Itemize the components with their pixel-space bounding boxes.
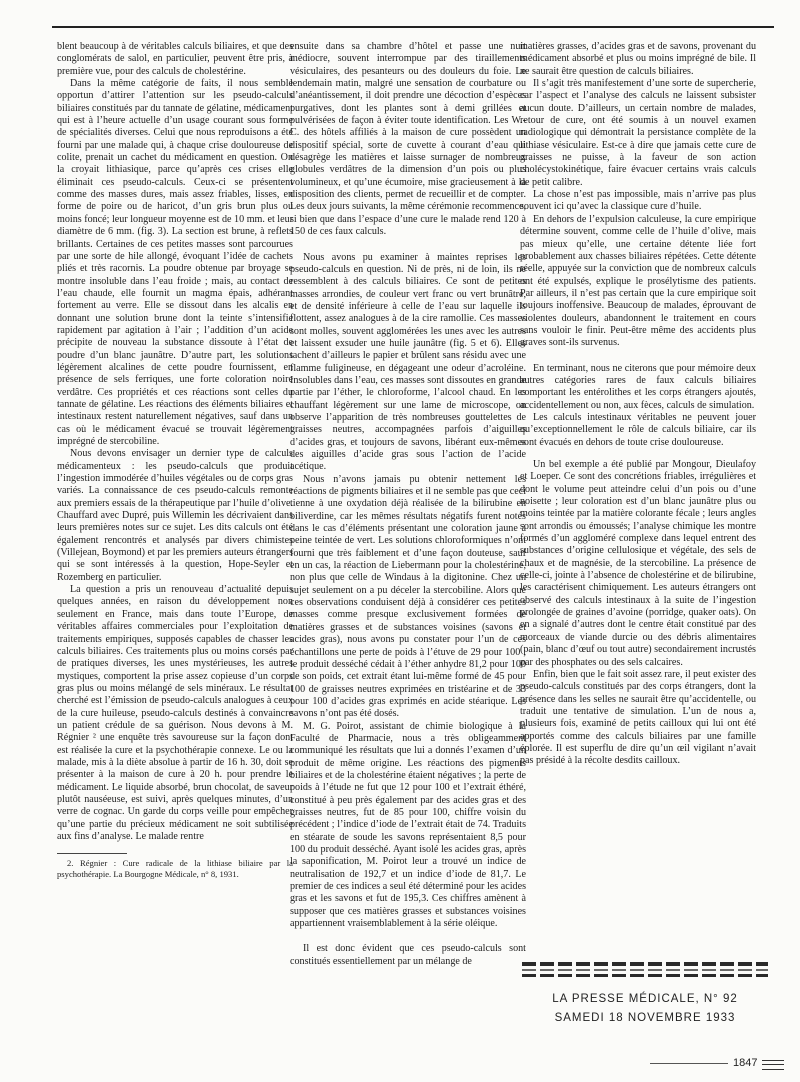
paragraph: Nous avons pu examiner à maintes reprises les pseudo-calculs en question. Ni de près, ni de loin, ils ne ressemblent à des calculs biliaires. Ce sont de petites masses arrondies, de couleur vert franc ou vert brunâtre, et de densité inférieure à celle de l’eau sur laquelle ils flottent, assez analogues à de la cire ramollie. Ces masses sont molles, souvent agglomérées les unes avec les autres et laissent exsuder une huile jaunâtre (fig. 5 et 6). Elles tachent d’ailleurs le papier et brûlent sans résidu avec une flamme fuligineuse, en dégageant une odeur d’acroléine. Insolubles dans l’eau, ces masses sont dissoutes en grande partie par l’éther, le chloroforme, l’alcool chaud. En les chauffant légèrement sur une lame de microscope, on observe l’apparition de très nombreuses gouttelettes de graisses neutres, accompagnées parfois d’aiguilles d’acides gras, et toujours de savons, libérant eux-mêmes des aiguilles d’acide gras sous l’action de l’acide acétique.: [290, 251, 526, 473]
ornamental-rule: [522, 962, 768, 966]
issue-date: SAMEDI 18 NOVEMBRE 1933: [554, 1012, 736, 1024]
page-number: 1847: [733, 1057, 758, 1069]
paragraph: Enfin, bien que le fait soit assez rare, il peut exister des pseudo-calculs constitués par des corps étrangers, dont la présence dans les selles ne saurait être qu’accidentelle, ou traduit une tentative de simulation. L’un de nous a, plusieurs fois, examiné de petits cailloux qui lui ont été apportés comme des calculs biliaires par une famille éplorée. Il est superflu de dire qu’un œil vigilant n’avait pas présidé à la récolte desdits cailloux.: [520, 668, 756, 767]
paragraph: En dehors de l’expulsion calculeuse, la cure empirique détermine souvent, comme celle de l’huile d’olive, mais pas mieux qu’elle, une certaine détente liée fort probablement aux chasses biliaires répétées. Cette détente réelle, appuyée sur la conviction que de nombreux calculs ont été expulsés, explique le prosélytisme des patients. Par ailleurs, il n’est pas certain que la cure empirique soit toujours inoffensive. Beaucoup de malades, éprouvant de violentes douleurs, abandonnent le traitement en cours sans vouloir le finir. Peut-être même des accidents plus graves sont-ils survenus.: [520, 213, 756, 349]
ornamental-rule: [522, 974, 768, 977]
journal-imprint: LA PRESSE MÉDICALE, N° 92: [552, 993, 738, 1005]
paragraph: La question a pris un renouveau d’actualité depuis quelques années, en raison du développement non seulement en France, mais dans toute l’Europe, de véritables affaires commerciales pour l’exploitation de traitements empiriques, supposés capables de chasser les calculs biliaires. Ces traitements plus ou moins corsés par de pratiques diverses, les unes mystérieuses, les autres mystiques, comportent la prise assez copieuse d’un corps gras plus ou moins mélangé de sels minéraux. Le résultat cherché est l’émission de pseudo-calculs analogues à ceux de la cure huileuse, pseudo-calculs destinés à convaincre un patient crédule de sa guérison. Nous devons à M. Régnier ² une enquête très savoureuse sur la façon dont est réalisée la cure et la psychothérapie connexe. Le ou la malade, mis à la diète absolue à partir de 16 h. 30, doit se présenter à la maison de cure à 20 h. pour prendre le médicament. Le liquide absorbé, brun chocolat, de saveur plutôt nauséeuse, est suivi, après quelques minutes, d’un verre de cognac. Un garde du corps veille pour empêcher qu’une partie du précieux médicament ne soit subtilisée aux fins d’analyse. Le malade rentre: [57, 584, 293, 842]
column-3: [520, 41, 756, 768]
paragraph: Il s’agit très manifestement d’une sorte de supercherie, car l’aspect et l’analyse des calculs ne laissent subsister aucun doute. D’ailleurs, un certain nombre de malades, retour de cure, ont été soumis à un nouvel examen radiologique qui démontrait la persistance complète de la lithiase vésiculaire. Est-ce à dire que jamais cette cure de graisses ne puisse, à la faveur de son action cholécystokinétique, faire évacuer certains vrais calculs de petit calibre.: [520, 78, 756, 188]
paragraph: La chose n’est pas impossible, mais n’arrive pas plus souvent ici qu’avec la classique cure d’huile.: [520, 189, 756, 213]
paragraph: ensuite dans sa chambre d’hôtel et passe une nuit médiocre, souvent interrompue par des tiraillements vésiculaires, des pesanteurs ou des douleurs du foie. Le lendemain matin, malgré une sensation de courbature ou d’anéantissement, il doit prendre une décoction d’espèces purgatives, dont les plantes sont à demi grillées et pulvérisées de façon à éviter toute identification. Les W.-C. des hôtels affiliés à la maison de cure possèdent un dispositif spécial, sorte de cuvette à courant d’eau qui désagrège les matières et laisse surnager de nombreux globules verdâtres de la dimension d’un pois ou plus volumineux, et qu’une écumoire, mise gracieusement à la disposition des clients, permet de recueillir et de compter. Les deux jours suivants, la même cérémonie recommence, si bien que dans l’espace d’une cure le malade rend 120 à 150 de ces faux calculs.: [290, 41, 526, 238]
paragraph: En terminant, nous ne citerons que pour mémoire deux autres catégories rares de faux calculs biliaires comportant les entérolithes et les corps étrangers ajoutés, accidentellement ou non, aux fèces, calculs de simulation.: [520, 362, 756, 411]
paragraph: Nous devons envisager un dernier type de calculs médicamenteux : les pseudo-calculs que produit l’ingestion immodérée d’huiles végétales ou de corps gras variés. La connaissance de ces pseudo-calculs remonte aux premiers essais de la thérapeutique par l’huile d’olive. Chauffard avec Dupré, puis Willemin les décrivaient dans leurs premières notes sur ce sujet. Les dits calculs ont été également rencontrés et analysés par divers chimistes (Villejean, Boymond) et par les premiers auteurs étrangers qui se sont intéressés à la question, Hope-Seyler et Rozemberg en particulier.: [57, 448, 293, 583]
header-rule: [52, 26, 774, 28]
ornamental-rule: [522, 969, 768, 971]
paragraph: matières grasses, d’acides gras et de savons, provenant du médicament absorbé et plus ou moins imprégné de bile. Il ne saurait être question de calculs biliaires.: [520, 41, 756, 77]
footnote-rule: [57, 853, 127, 854]
paragraph: Les calculs intestinaux véritables ne peuvent jouer qu’exceptionnellement le rôle de calculs biliaire, car ils sont évacués en dehors de toute crise douloureuse.: [520, 411, 756, 448]
paragraph: Nous n’avons jamais pu obtenir nettement les réactions de pigments biliaires et il ne semble pas que ceci tienne à une oxydation déjà réalisée de la bilirubine en biliverdine, car les mêmes résultats négatifs furent notés dans le cas d’éléments présentant une coloration jaune à peine teintée de vert. Les solutions chloroformiques n’ont fourni que très faiblement et d’une façon douteuse, sauf en un cas, la réaction de Liebermann pour la cholestérine, non plus que celle de Windaus à la digitonine. Chez un sujet seulement on a pu déceler la stercobiline. Alors que ces observations conduisent déjà à considérer ces petites masses comme presque exclusivement formées de matières grasses et de substances voisines (savons et acides gras), nous avons pu constater pour l’un de ces échantillons une perte de poids à l’étuve de 29 pour 100 ; le produit desséché cédait à l’éther anhydre 81,2 pour 100 de son poids, cet extrait étant lui-même formé de 45 pour 100 de graisses neutres exprimées en tristéarine et de 33 pour 100 d’acides gras exprimés en acide stéarique. Les savons n’ont pas été dosés.: [290, 473, 527, 720]
paragraph: Un bel exemple a été publié par Mongour, Dieulafoy et Loeper. Ce sont des concrétions friables, irrégulières et dont le volume peut atteindre celui d’un pois ou d’une noisette ; leur coloration est d’un blanc jaunâtre plus ou moins teintée par la matière colorante fécale ; leurs angles sont arrondis ou émoussés; l’analyse chimique les montre formés d’un aggloméré complexe dans lequel entrent des substances d’origine cellulosique et végétale, des sels de chaux et de magnésie, de la stercobiline. La présence de celle-ci, jointe à l’absence de cholestérine et de bilirubine, les caractérisent chimiquement. Les auteurs étrangers ont observé des calculs intestinaux à la suite de l’ingestion prolongée de graines d’avoine (porridge, quaker oats). On en a signalé d’autres dont le centre était constitué par des morceaux de viande durcie ou des débris alimentaires (pain, blanc d’œuf ou tout autre) secondairement incrustés par des phosphates ou des sels calcaires.: [520, 459, 756, 668]
page-rule: [650, 1063, 728, 1064]
column-2: [290, 41, 526, 968]
column-1: [57, 41, 293, 880]
paragraph: blent beaucoup à de véritables calculs biliaires, et que des conglomérats de salol, en particulier, peuvent être pris, à première vue, pour des calculs de cholestérine.: [57, 41, 293, 77]
paragraph: M. G. Poirot, assistant de chimie biologique à la Faculté de Pharmacie, nous a très obligeamment communiqué les résultats que lui a donnés l’examen d’un produit de même origine. Les réactions des pigments biliaires et de la cholestérine étaient négatives ; la perte de poids à l’étude ne fut que 12 pour 100 et l’extrait éthéré, constitué à peu près également par des acides gras et des graisses neutres, fut de 85 pour 100, chiffre voisin du précédent ; l’indice d’iode de l’extrait était de 74. Traduits en stéarate de soude les savons représentaient 8,5 pour 100 du produit desséché. Ayant isolé les acides gras, après la saponification, M. Poirot leur a trouvé un indice de neutralisation de 192,7 et un indice d’iode de 81,7. Le premier de ces indices a seul été déterminé pour les acides gras et les savons et fut de 195,3. Ces chiffres amènent à supposer que ces matières grasses et substances voisines appartiennent vraisemblablement à la série oléique.: [290, 720, 526, 930]
paragraph: Dans la même catégorie de faits, il nous semble opportun d’attirer l’attention sur les pseudo-calculs biliaires constitués par du tannate de gélatine, médicament qui est à l’heure actuelle d’un usage courant sous forme de spécialités diverses. Celui que nous reproduisons a été fourni par une malade qui, à chaque crise douloureuse de colite, prenait un cachet du médicament en question. On la croyait lithiasique, parce qu’après ces crises elle éliminait ces pseudo-calculs. Ceux-ci se présentent comme des masses dures, mais assez friables, lisses, en forme de poire ou de haricot, d’un gris brun plus ou moins foncé; leur longueur moyenne est de 10 mm. et leur diamètre de 6 mm. (fig. 3). La section est brune, à reflets brillants. Certaines de ces petites masses sont parcourues par une sorte de hile allongé, évoquant l’idée de cachets pliés et très racornis. La poudre obtenue par broyage se montre insoluble dans l’eau froide ; mais, au contact de l’eau chaude, elle fournit un magma épais, adhérant fortement au verre. Elle se dissout dans les alcalis en donnant une solution brune dont la teinte s’intensifie rapidement par agitation à l’air ; l’addition d’un acide précipite de nouveau la substance dissoute à l’état de poudre d’un blanc jaunâtre. D’autre part, les solutions légèrement alcalines de cette poudre fournissent, en présence de sels ferriques, une forte coloration noire verdâtre. Ces propriétés et ces réactions sont celles du tannate de gélatine. Les réactions des éléments biliaires et intestinaux restent naturellement négatives, sauf dans un cas où le médicament évacué se trouvait légèrement imprégné de stercobiline.: [57, 78, 293, 447]
page-ornament: [762, 1060, 784, 1070]
footnote: 2. Régnier : Cure radicale de la lithiase biliaire par la psychothérapie. La Bourgogne Médicale, n° 8, 1931.: [57, 858, 293, 879]
paragraph: Il est donc évident que ces pseudo-calculs sont constitués essentiellement par un mélange de: [290, 943, 526, 967]
